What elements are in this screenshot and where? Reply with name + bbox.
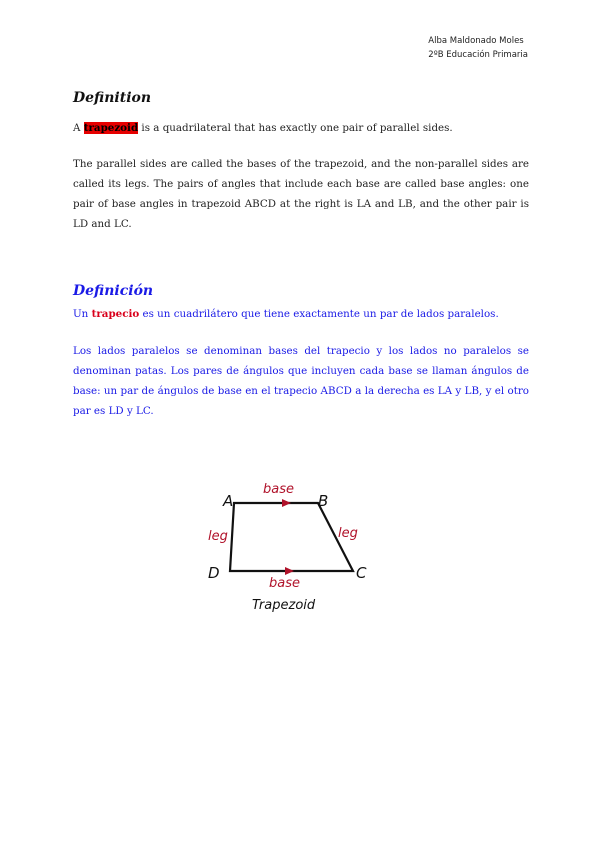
trapezoid-figure (190, 470, 400, 620)
trapezoid-shape (230, 503, 353, 571)
term-trapezoid: trapezoid (83, 122, 139, 134)
document-header (428, 34, 528, 62)
english-definition-line: A trapezoid is a quadrilateral that has exactly one pair of parallel sides. (73, 122, 453, 134)
term-trapecio: trapecio (91, 308, 140, 320)
top-base-arrow (282, 499, 291, 507)
definicion-heading: Definición (73, 283, 154, 299)
english-paragraph: The parallel sides are called the bases of the trapezoid, and the non-parallel sides are called its legs. The pairs of angles that include each base are called base angles: one pair of base angles in trapezoid ABCD at the right is LA and LB, and the other pair is LD and LC. (73, 158, 529, 230)
bottom-base-arrow (285, 567, 294, 575)
spanish-definition-line: Un trapecio es un cuadrilátero que tiene exactamente un par de lados paralelos. (73, 308, 499, 320)
definition-heading: Definition (73, 90, 152, 106)
bottom-base-label: base (269, 576, 300, 591)
vertex-a: A (223, 492, 234, 510)
left-leg-label: leg (208, 529, 228, 544)
vertex-d: D (208, 564, 220, 582)
figure-caption: Trapezoid (252, 598, 316, 613)
top-base-label: base (263, 482, 294, 497)
vertex-c: C (356, 564, 367, 582)
course-name: 2ºB Educación Primaria (428, 50, 528, 60)
spanish-paragraph: Los lados paralelos se denominan bases del trapecio y los lados no paralelos se denominan patas. Los pares de ángulos que incluyen cada base se llaman ángulos de base: un par de ángulos de base en el trapecio ABCD a la derecha es LA y LB, y el otro par es LD y LC. (73, 345, 529, 417)
author-name: Alba Maldonado Moles (428, 36, 524, 46)
right-leg-label: leg (338, 526, 358, 541)
vertex-b: B (318, 492, 329, 510)
